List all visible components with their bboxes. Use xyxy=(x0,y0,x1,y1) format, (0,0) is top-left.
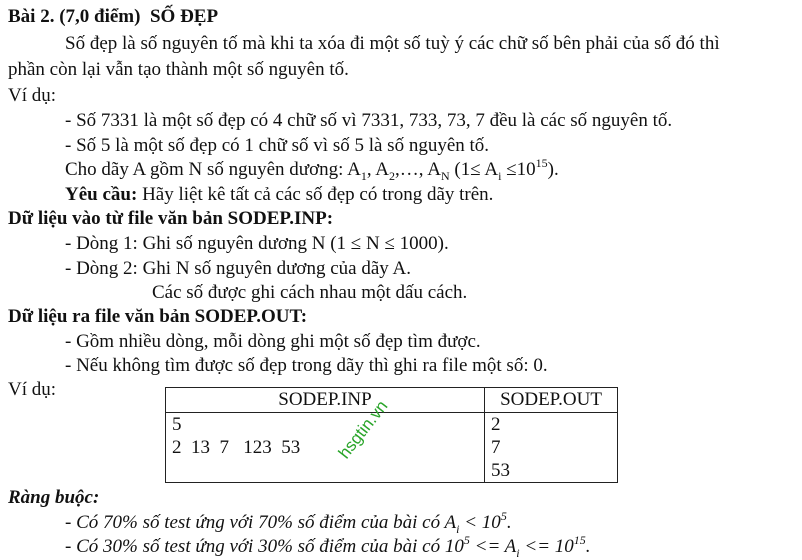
requirement-label: Yêu cầu: xyxy=(65,184,138,205)
table-output-line: 2 xyxy=(491,414,501,435)
table-input-cell xyxy=(166,413,485,483)
sequence-definition: Cho dãy A gồm N số nguyên dương: $A_1$, $A_2,\dots$, $A_N$ $(1\le A_i \le 10^{15})$. xyxy=(65,155,559,183)
problem-number: Bài 2. (7,0 điểm) xyxy=(8,6,141,27)
table-header-input: SODEP.INP xyxy=(166,388,485,413)
table-output-line: 7 xyxy=(491,437,501,458)
watermark: hsgtin.vn xyxy=(334,396,392,463)
input-line-1: - Dòng 1: Ghi số nguyên dương N (1 ≤ N ≤ 1000). xyxy=(65,233,449,254)
problem-title: SỐ ĐẸP xyxy=(149,6,219,27)
table-body-row xyxy=(166,413,618,483)
table-input-line xyxy=(172,459,478,482)
problem-heading xyxy=(8,5,218,29)
requirement-text: Hãy liệt kê tất cả các số đẹp có trong dãy trên. xyxy=(137,184,494,205)
input-line-3: Các số được ghi cách nhau một dấu cách. xyxy=(152,282,468,303)
table-header-output: SODEP.OUT xyxy=(485,388,618,413)
requirement xyxy=(65,183,493,207)
constraint-2: - Có 30% số test ứng với 30% số điểm của bài có $10^5 <= A_i <= 10^{15}$. xyxy=(65,532,591,560)
example2-label: Ví dụ: xyxy=(8,379,57,400)
example-label: Ví dụ: xyxy=(8,85,57,106)
constraint-1: - Có 70% số test ứng với 70% số điểm của bài có $A_i < 10^5$. xyxy=(65,508,512,536)
constraints-label: Ràng buộc: xyxy=(8,487,100,508)
example-table xyxy=(165,387,618,483)
intro-line-1: Số đẹp là số nguyên tố mà khi ta xóa đi một số tuỳ ý các chữ số bên phải của số đó thì xyxy=(65,33,720,54)
example-item-2: - Số 5 là một số đẹp có 1 chữ số vì số 5 là số nguyên tố. xyxy=(65,135,490,156)
output-line-1: - Gồm nhiều dòng, mỗi dòng ghi một số đẹp tìm được. xyxy=(65,331,481,352)
table-input-line: 5 xyxy=(172,414,182,435)
output-section-title: Dữ liệu ra file văn bản SODEP.OUT: xyxy=(8,306,308,327)
table-output-cell xyxy=(485,413,618,483)
input-section-title: Dữ liệu vào từ file văn bản SODEP.INP: xyxy=(8,208,334,229)
input-line-2: - Dòng 2: Ghi N số nguyên dương của dãy A. xyxy=(65,258,411,279)
table-output-line: 53 xyxy=(491,460,510,481)
example-item-1: - Số 7331 là một số đẹp có 4 chữ số vì 7331, 733, 73, 7 đều là các số nguyên tố. xyxy=(65,110,673,131)
table-input-line: 2 13 7 123 53 xyxy=(172,437,301,458)
output-line-2: - Nếu không tìm được số đẹp trong dãy thì ghi ra file một số: 0. xyxy=(65,355,548,376)
intro-line-2: phần còn lại vẫn tạo thành một số nguyên tố. xyxy=(8,59,349,80)
